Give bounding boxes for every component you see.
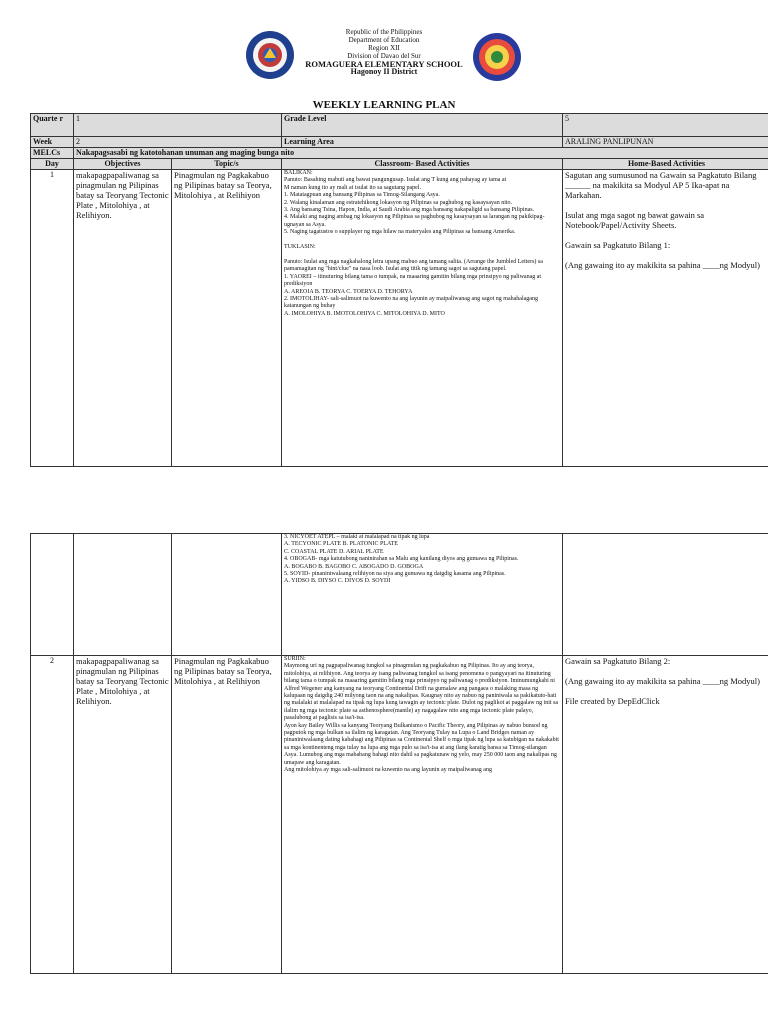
grade-value: 5: [563, 114, 768, 137]
melcs-value: Nakapagsasabi ng katotohanan unuman ang maging bunga nito: [74, 148, 768, 159]
weekly-plan-table-continued: [30, 533, 768, 974]
home-activities: Gawain sa Pagkatuto Bilang 2: (Ang gawaing ito ay makikita sa pahina ____ng Modyul) File created by DepEdClick: [565, 656, 760, 706]
classroom-activities: SURIIN: Maymong uri ng pagpapaliwanag tungkol sa pinagmulan ng pagkakabuo ng Pilipinas. Ito ay ang teorya, mitolohiya, at relihiyon. Ang teorya ay isang paliwanag tungkol sa isang penomena o pangyayari na itinuturing bilang tama o tumpak na maaaring gamitin bilang mga prinsipyo ng paliwanag o prediksiyon. Iminumungkahi ni Alfred Wegener ang kanyang na teoryang Continental Drift na gumalaw ang pangaea o malaking masa ng kalupaan ng daigdig 240 milyong taon na ang nakalipas. Kaugnay nito ay nabuo ng paniniwala sa pakikatuto-hati ng malalaki at malalapad na tipak ng lupa kung tawagin ay tectonic plate. Dulot ng paglikot at paggalaw ng init sa ilalim ng mga tectonic plate sa asthenosphere(mantle) ay nagagalaw nito ang mga tectonic plate palayo, pasalubong at paglisis sa isa't-isa. Ayon kay Bailey Willis sa kanyang Teoryang Bulkanismo o Pacific Theory, ang Pilipinas ay nabuo bunsod ng pagputok ng mga bulkan sa ilalim ng karagatan. Ang Teoryang Tulay na Lupa o Land Bridges naman ay pinaniniwalaang dating kabahagi ang Pilipinas sa Continental Shelf o mga tipak ng lupa sa katubigan na nakakabit sa mga kontinenteng mga tulay na lupa ang mga pulo sa isa't-isa at ang ilang karatig bansa sa Timog-silangan Asya. Lumubog ang mga mababang bahagi nito dahil sa pagkatunaw ng yelo, may 250 000 taon ang nakalipas ng umapaw ang karagatan. Ang mitolohiya ay mga sali-salimuot na kuwento na ang layunin ay maipaliwanag ang: [284, 656, 559, 774]
table-row: [31, 534, 768, 656]
home-activities: Sagutan ang sumusunod na Gawain sa Pagkatuto Bilang ______ na makikita sa Modyul AP 5 Ika-apat na Markahan. Isulat ang mga sagot ng bawat gawain sa Notebook/Papel/Activity Sheets. Gawain sa Pagkatuto Bilang 1: (Ang gawaing ito ay makikita sa pahina ____ng Modyul): [565, 170, 760, 270]
page-title: WEEKLY LEARNING PLAN: [312, 99, 456, 111]
col-day: Day: [31, 159, 74, 170]
school-header: [0, 28, 768, 76]
objectives-cell: makapagpapaliwanag sa pinagmulan ng Pilipinas batay sa Teoryang Tectonic Plate , Mitolohiya , at Relihiyon.: [74, 656, 172, 974]
republic-line: Republic of the Philippines: [345, 28, 423, 36]
district-name: Hagonoy II District: [350, 67, 418, 76]
quarter-value: 1: [74, 114, 282, 137]
school-name: ROMAGUERA ELEMENTARY SCHOOL: [305, 59, 463, 69]
quarter-label: Quarte r: [31, 114, 74, 137]
col-topics: Topic/s: [172, 159, 282, 170]
table-row: [31, 656, 768, 974]
division-line: Division of Davao del Sur: [347, 52, 421, 60]
classroom-activities: BALIKAN: Panuto: Basahing mabuti ang bawat pangungusap. Isulat ang T kung ang pahayag ay tama at M naman kung ito ay mali at isulat ito sa sagutang papel. 1. Matatagpuan ang bansang Pilipinas sa Timog-Silangang Asya. 2. Walang kinalaman ang estratehikong lokasyon ng Pilipinas sa paghubog ng kasaysayan nito. 3. Ang bansang Tsina, Hapon, India, at Saudi Arabia ang mga bansang nakapaligid sa bansang Pilipinas. 4. Malaki ang naging ambag ng lokasyon ng Pilipinas sa paghubog ng kasaysayan sa larangan ng pakikipag-ugnayan sa Asya. 5. Naging tagatustos o supplayer ng mga hilaw na materyales ang Pilipinas sa bansang Amerika. TUKLASIN: Panuto: Isulat ang mga nagkahalong letra upang mabuo ang tamang salita. (Arrange the Jumbled Letters) sa pamamagitan ng "hint/clue" na nasa loob. Isulat ang titik ng tamang sagot sa sagutang papel. 1. YAOREI – itinuturing bilang tama o tumpak, na maaaring gamitin bilang mga prinsipyo ng paliwanag at prediksiyon A. AREOIA B. TEORYA C. TOERYA D. TEHORYA 2. IMOTOLIHAY- sali-salimuot na kuwento na ang layunin ay maipaliwanag ang sagot ng mahahalagang katanungan ng buhay A. IMOLOHIYA B. IMOTOLOHIYA C. MITOLOHIYA D. MITO: [284, 170, 545, 317]
region-line: Region XII: [368, 44, 400, 52]
topics-cell: Pinagmulan ng Pagkakabuo ng Pilipinas batay sa Teorya, Mitolohiya , at Relihiyon: [172, 170, 282, 467]
grade-label: Grade Level: [282, 114, 563, 137]
day-number: 2: [31, 656, 74, 974]
col-objectives: Objectives: [74, 159, 172, 170]
week-value: 2: [74, 137, 282, 148]
col-classroom: Classroom- Based Activities: [282, 159, 563, 170]
objectives-cell: makapagpapaliwanag sa pinagmulan ng Pilipinas batay sa Teoryang Tectonic Plate , Mitolohiya , at Relihiyon.: [74, 170, 172, 467]
learning-area-label: Learning Area: [282, 137, 563, 148]
department-line: Department of Education: [348, 36, 420, 44]
learning-area-value: ARALING PANLIPUNAN: [563, 137, 768, 148]
day-number: 1: [31, 170, 74, 467]
table-row: [31, 170, 768, 467]
week-label: Week: [31, 137, 74, 148]
classroom-activities: 3. NICYOET ATEPL – malaki at malalapad na tipak ng lupa A. TECYONIC PLATE B. PLATONIC PLATE C. COASTAL PLATE D. ARIAL PLATE 4. OBOGAB- mga katutubong naninirahan sa Malu ang kanilang diyos ang gumawa ng Pilipinas. A. BOGABO B. BAGOBO C. ABOGADO D. GOBOGA 5. SOYID- pinaniniwalaang relihiyon na siya ang gumawa ng daigdig kasama ang Pilipinas. A. YIDSO B. DIYSO C. DIYOS D. SOYDI: [284, 534, 519, 585]
topics-cell: Pinagmulan ng Pagkakabuo ng Pilipinas batay sa Teorya, Mitolohiya , at Relihiyon: [172, 656, 282, 974]
weekly-plan-table: [30, 113, 768, 467]
melcs-label: MELCs: [31, 148, 74, 159]
col-home: Home-Based Activities: [563, 159, 768, 170]
